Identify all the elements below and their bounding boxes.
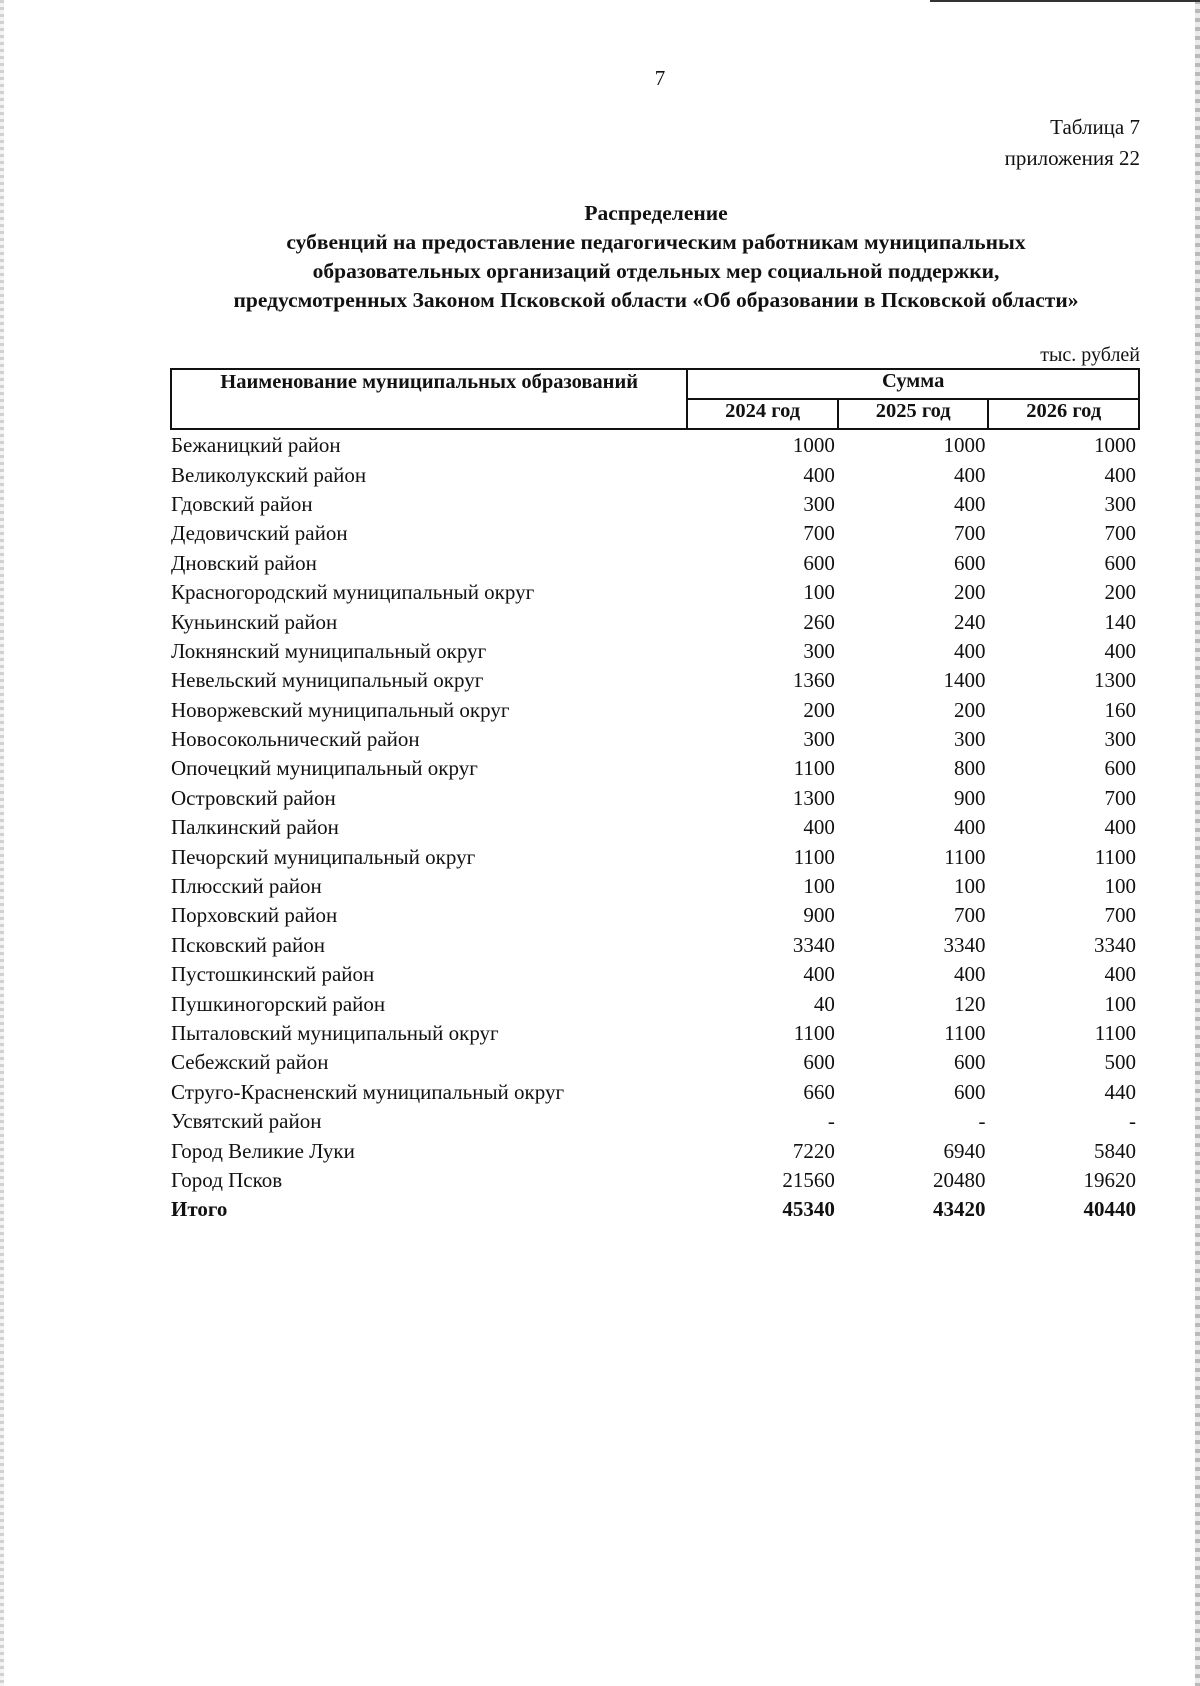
amount-cell: 100 [953,874,986,899]
amount-cell: 700 [803,521,835,546]
total-label: Итого [171,1197,228,1222]
municipality-name: Плюсский район [171,874,322,899]
municipality-name: Куньинский район [171,609,338,634]
amount-cell: 300 [1104,491,1136,516]
amount-cell: 21560 [782,1167,835,1192]
amount-cell: 3340 [792,932,835,957]
municipality-name: Пушкиногорский район [171,991,386,1016]
municipality-name: Островский район [171,785,336,810]
table-row [171,460,1139,489]
amount-cell: 700 [1104,903,1136,928]
table-caption [1005,112,1140,174]
amount-cell: 600 [803,1050,835,1075]
amount-cell: 1360 [792,668,835,693]
amount-cell: 660 [803,1079,835,1104]
table-row [171,1107,1139,1136]
municipality-name: Великолукский район [171,462,367,487]
total-row [171,1195,1139,1224]
amount-cell: 900 [953,785,986,810]
header-year: 2025 год [838,399,989,429]
amount-cell: 40 [813,991,835,1016]
municipality-name: Опочецкий муниципальный округ [171,756,478,781]
amount-cell: 260 [803,609,835,634]
municipality-name: Палкинский район [171,815,339,840]
amount-cell: 400 [953,491,986,516]
table-row [171,1048,1139,1077]
document-title-line: предусмотренных Законом Псковской области «Об образовании в Псковской области» [233,288,1079,312]
municipality-name: Дновский район [171,550,317,575]
table-row [171,578,1139,607]
municipality-name: Усвятский район [171,1109,322,1134]
amount-cell: 300 [1104,727,1136,752]
subvention-table [170,368,1140,1225]
amount-cell: 5840 [1094,1138,1136,1163]
amount-cell: 400 [953,462,986,487]
units-note: тыс. рублей [1040,344,1140,366]
municipality-name: Город Псков [171,1167,283,1192]
municipality-name: Печорский муниципальный округ [171,844,476,869]
amount-cell: 400 [953,962,986,987]
amount-cell: 100 [803,580,835,605]
amount-cell: 200 [1104,580,1136,605]
amount-cell: 400 [803,815,835,840]
amount-cell: 600 [1104,756,1136,781]
amount-cell: 400 [1104,638,1136,663]
amount-cell: 120 [953,991,986,1016]
amount-cell: - [827,1109,835,1134]
amount-cell: - [978,1109,986,1134]
amount-cell: 600 [953,1050,986,1075]
table-row [171,696,1139,725]
table-row [171,490,1139,519]
amount-cell: 400 [803,462,835,487]
amount-cell: 700 [1104,521,1136,546]
document-title-line: субвенций на предоставление педагогическим работникам муниципальных [286,230,1026,254]
amount-cell: 240 [953,609,986,634]
amount-cell: 1100 [1094,1021,1136,1045]
amount-cell: 400 [1104,815,1136,840]
amount-cell: 700 [953,903,986,928]
table-row [171,519,1139,548]
amount-cell: 400 [1104,462,1136,487]
amount-cell: 100 [1104,991,1136,1016]
table-row [171,607,1139,636]
page-number: 7 [654,66,666,90]
amount-cell: 440 [1104,1079,1136,1104]
amount-cell: 200 [953,697,986,722]
table-body [171,429,1139,1225]
total-value: 45340 [782,1197,835,1222]
amount-cell: 700 [953,521,986,546]
table-row [171,666,1139,695]
table-row [171,429,1139,460]
amount-cell: 400 [953,638,986,663]
table-row [171,901,1139,930]
amount-cell: 6940 [943,1138,986,1163]
table-caption-number: Таблица 7 [1050,115,1140,139]
municipality-name: Порховский район [171,903,338,928]
amount-cell: 3340 [1094,932,1136,957]
table-row [171,637,1139,666]
amount-cell: 300 [803,638,835,663]
amount-cell: 1000 [943,433,986,458]
amount-cell: 1000 [1094,433,1136,458]
amount-cell: 1100 [1094,844,1136,869]
amount-cell: 1100 [944,844,986,869]
amount-cell: 800 [953,756,986,781]
document-title [100,199,1200,315]
amount-cell: 160 [1104,697,1136,722]
amount-cell: 300 [803,727,835,752]
municipality-name: Струго-Красненский муниципальный округ [171,1079,565,1104]
table-row [171,549,1139,578]
table-row [171,1166,1139,1195]
amount-cell: 1000 [792,433,835,458]
amount-cell: 3340 [943,932,986,957]
amount-cell: 1100 [944,1021,986,1045]
amount-cell: 140 [1104,609,1136,634]
total-value: 40440 [1083,1197,1136,1222]
municipality-name: Дедовичский район [171,521,348,546]
municipality-name: Невельский муниципальный округ [171,668,484,693]
amount-cell: 100 [803,874,835,899]
municipality-name: Бежаницкий район [171,433,341,458]
amount-cell: 1100 [793,1021,835,1045]
header-year: 2026 год [988,399,1139,429]
amount-cell: 1300 [792,785,835,810]
table-row [171,931,1139,960]
table-header [171,369,1139,429]
amount-cell: 400 [1104,962,1136,987]
table-row [171,754,1139,783]
amount-cell: 1100 [793,844,835,869]
table-row [171,1019,1139,1048]
scan-edge-left [0,0,4,1686]
municipality-name: Новосокольнический район [171,727,420,752]
table-caption-appendix: приложения 22 [1004,146,1140,170]
amount-cell: 100 [1104,874,1136,899]
amount-cell: 400 [803,962,835,987]
municipality-name: Красногородский муниципальный округ [171,580,535,605]
amount-cell: 200 [803,697,835,722]
municipality-name: Гдовский район [171,491,313,516]
municipality-name: Новоржевский муниципальный округ [171,697,510,722]
municipality-name: Пустошкинский район [171,962,375,987]
amount-cell: 600 [953,1079,986,1104]
amount-cell: 300 [803,491,835,516]
table-row [171,842,1139,871]
table-row [171,1136,1139,1165]
municipality-name: Пыталовский муниципальный округ [171,1021,499,1045]
amount-cell: 600 [953,550,986,575]
amount-cell: 1300 [1094,668,1136,693]
amount-cell: 19620 [1083,1167,1136,1192]
document-title-line: Распределение [584,201,728,225]
amount-cell: 200 [953,580,986,605]
amount-cell: 400 [953,815,986,840]
table-row [171,1078,1139,1107]
header-municipality: Наименование муниципальных образований [171,369,687,429]
header-sum: Сумма [687,369,1139,399]
amount-cell: 600 [803,550,835,575]
table-row [171,989,1139,1018]
table-row [171,725,1139,754]
amount-cell: 900 [803,903,835,928]
amount-cell: 600 [1104,550,1136,575]
municipality-name: Локнянский муниципальный округ [171,638,487,663]
document-title-line: образовательных организаций отдельных мер социальной поддержки, [312,259,1000,283]
table-row [171,872,1139,901]
amount-cell: 7220 [792,1138,835,1163]
municipality-name: Псковский район [171,932,325,957]
total-value: 43420 [932,1197,986,1222]
table-row [171,960,1139,989]
amount-cell: - [1129,1109,1136,1134]
amount-cell: 1400 [943,668,986,693]
amount-cell: 20480 [932,1167,986,1192]
municipality-name: Город Великие Луки [171,1138,355,1163]
table-row [171,784,1139,813]
municipality-name: Себежский район [171,1050,329,1075]
header-year: 2024 год [687,399,838,429]
table-row [171,813,1139,842]
amount-cell: 300 [953,727,986,752]
amount-cell: 1100 [793,756,835,781]
amount-cell: 700 [1104,785,1136,810]
amount-cell: 500 [1104,1050,1136,1075]
scan-edge-top [930,0,1200,2]
